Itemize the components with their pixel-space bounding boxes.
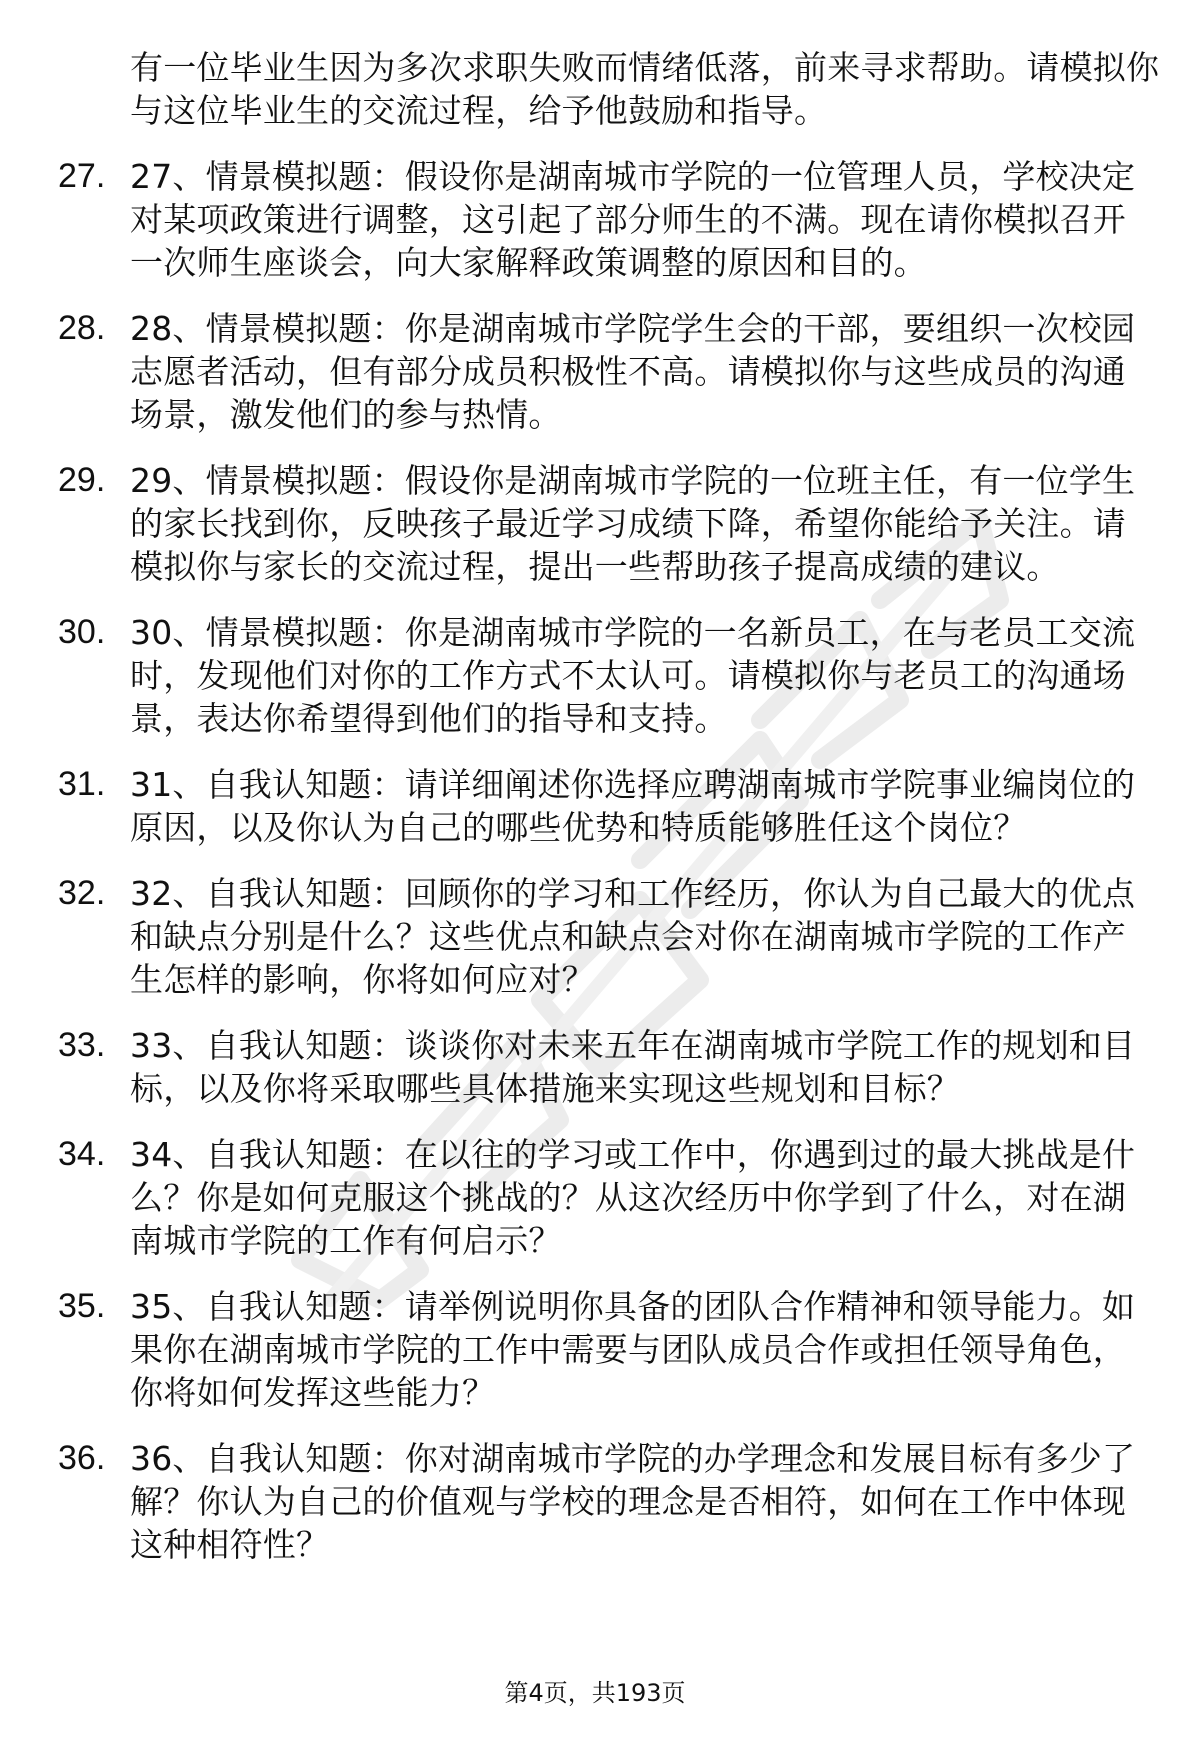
item-text: 33、自我认知题：谈谈你对未来五年在湖南城市学院工作的规划和目标，以及你将采取哪些具体措施来实现这些规划和目标？ [130, 1026, 1136, 1108]
intro-paragraph: 有一位毕业生因为多次求职失败而情绪低落，前来寻求帮助。请模拟你与这位毕业生的交流过程，给予他鼓励和指导。 [130, 48, 1160, 130]
item-text: 34、自我认知题：在以往的学习或工作中，你遇到过的最大挑战是什么？你是如何克服这个挑战的？从这次经历中你学到了什么，对在湖南城市学院的工作有何启示？ [130, 1135, 1136, 1260]
item-number: 36. [58, 1439, 106, 1477]
item-text: 27、情景模拟题：假设你是湖南城市学院的一位管理人员，学校决定对某项政策进行调整，这引起了部分师生的不满。现在请你模拟召开一次师生座谈会，向大家解释政策调整的原因和目的。 [130, 157, 1136, 282]
list-item-30 [58, 611, 1148, 740]
list-item-27 [58, 155, 1148, 284]
item-text: 30、情景模拟题：你是湖南城市学院的一名新员工，在与老员工交流时，发现他们对你的工作方式不太认可。请模拟你与老员工的沟通场景，表达你希望得到他们的指导和支持。 [130, 613, 1136, 738]
list-item-32 [58, 872, 1148, 1001]
item-text: 36、自我认知题：你对湖南城市学院的办学理念和发展目标有多少了解？你认为自己的价值观与学校的理念是否相符，如何在工作中体现这种相符性？ [130, 1439, 1136, 1564]
list-item-28 [58, 307, 1148, 436]
item-number: 31. [58, 765, 106, 803]
item-text: 28、情景模拟题：你是湖南城市学院学生会的干部，要组织一次校园志愿者活动，但有部分成员积极性不高。请模拟你与这些成员的沟通场景，激发他们的参与热情。 [130, 309, 1136, 434]
item-number: 28. [58, 309, 106, 347]
item-number: 27. [58, 157, 106, 195]
list-item-31 [58, 763, 1148, 849]
item-number: 32. [58, 874, 106, 912]
item-number: 34. [58, 1135, 106, 1173]
item-number: 29. [58, 461, 106, 499]
item-text: 35、自我认知题：请举例说明你具备的团队合作精神和领导能力。如果你在湖南城市学院的工作中需要与团队成员合作或担任领导角色，你将如何发挥这些能力？ [130, 1287, 1136, 1412]
list-item-35 [58, 1285, 1148, 1414]
question-list [58, 46, 1160, 1566]
item-text: 32、自我认知题：回顾你的学习和工作经历，你认为自己最大的优点和缺点分别是什么？这些优点和缺点会对你在湖南城市学院的工作产生怎样的影响，你将如何应对？ [130, 874, 1136, 999]
page-footer: 第4页，共193页 [504, 1679, 686, 1707]
item-number: 30. [58, 613, 106, 651]
item-text: 31、自我认知题：请详细阐述你选择应聘湖南城市学院事业编岗位的原因，以及你认为自己的哪些优势和特质能够胜任这个岗位？ [130, 765, 1136, 847]
list-item-36 [58, 1437, 1148, 1566]
item-text: 29、情景模拟题：假设你是湖南城市学院的一位班主任，有一位学生的家长找到你，反映孩子最近学习成绩下降，希望你能给予关注。请模拟你与家长的交流过程，提出一些帮助孩子提高成绩的建议。 [130, 461, 1136, 586]
list-item-29 [58, 459, 1148, 588]
item-number: 33. [58, 1026, 106, 1064]
list-item-34 [58, 1133, 1148, 1262]
item-number: 35. [58, 1287, 106, 1325]
list-item-33 [58, 1024, 1148, 1110]
